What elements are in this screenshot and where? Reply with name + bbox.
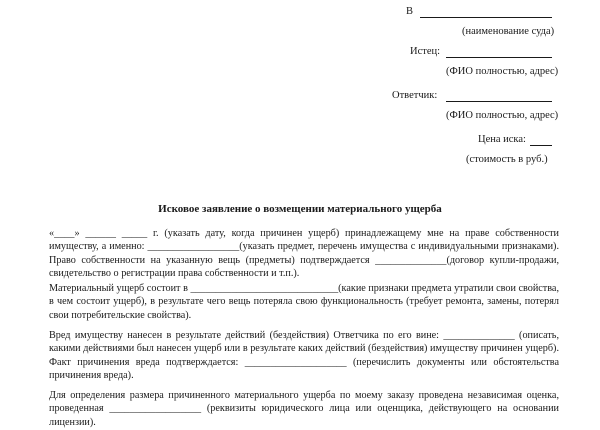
defendant-label: Ответчик: [392, 90, 438, 101]
plaintiff-caption: (ФИО полностью, адрес) [446, 66, 559, 77]
document-title: Исковое заявление о возмещении материального ущерба [158, 203, 442, 215]
defendant-caption: (ФИО полностью, адрес) [446, 110, 559, 121]
claim-price-label: Цена иска: [478, 134, 526, 145]
court-caption: (наименование суда) [462, 26, 555, 37]
court-name-blank [420, 17, 552, 18]
paragraph-damage-date: «____» ______ _____ г. (указать дату, когда причинен ущерб) принадлежащему мне на праве собственности имуществу, а именно: __________________(указать предмет, перечень имущества с индивидуальными признаками). Право собственности на указанную вещь (предметы) подтверждается ______________(договор купли-продажи, свидетельство о регистрации права собственности и т.п.). [49, 228, 559, 280]
paragraph-damage-description: Материальный ущерб состоит в _____________________________(какие признаки предмета утратили свои свойства, в чем состоит ущерб), в результате чего вещь потеряла свою функциональность (требует ремонта, замены, потерял свои потребительские свойства). [49, 283, 559, 321]
claim-price-caption: (стоимость в руб.) [466, 154, 548, 165]
paragraph-assessment: Для определения размера причиненного материального ущерба по моему заказу проведена независимая оценка, проведенная __________________ (реквизиты юридического лица или оценщика, действующего на основании лицензии). [49, 390, 559, 428]
plaintiff-label: Истец: [410, 46, 441, 57]
plaintiff-blank [446, 57, 552, 58]
claim-price-blank [530, 145, 552, 146]
defendant-blank [446, 101, 552, 102]
paragraph-defendant-fault: Вред имуществу нанесен в результате действий (бездействия) Ответчика по его вине: ______________ (описать, какими действиями был нанесен ущерб или в результате каких действий (бездействия) имуществу причинен ущерб). Факт причинения вреда подтверждается: ____________________ (перечислить документы или обстоятельства причинения вреда). [49, 330, 559, 382]
court-prefix: В [406, 6, 414, 17]
